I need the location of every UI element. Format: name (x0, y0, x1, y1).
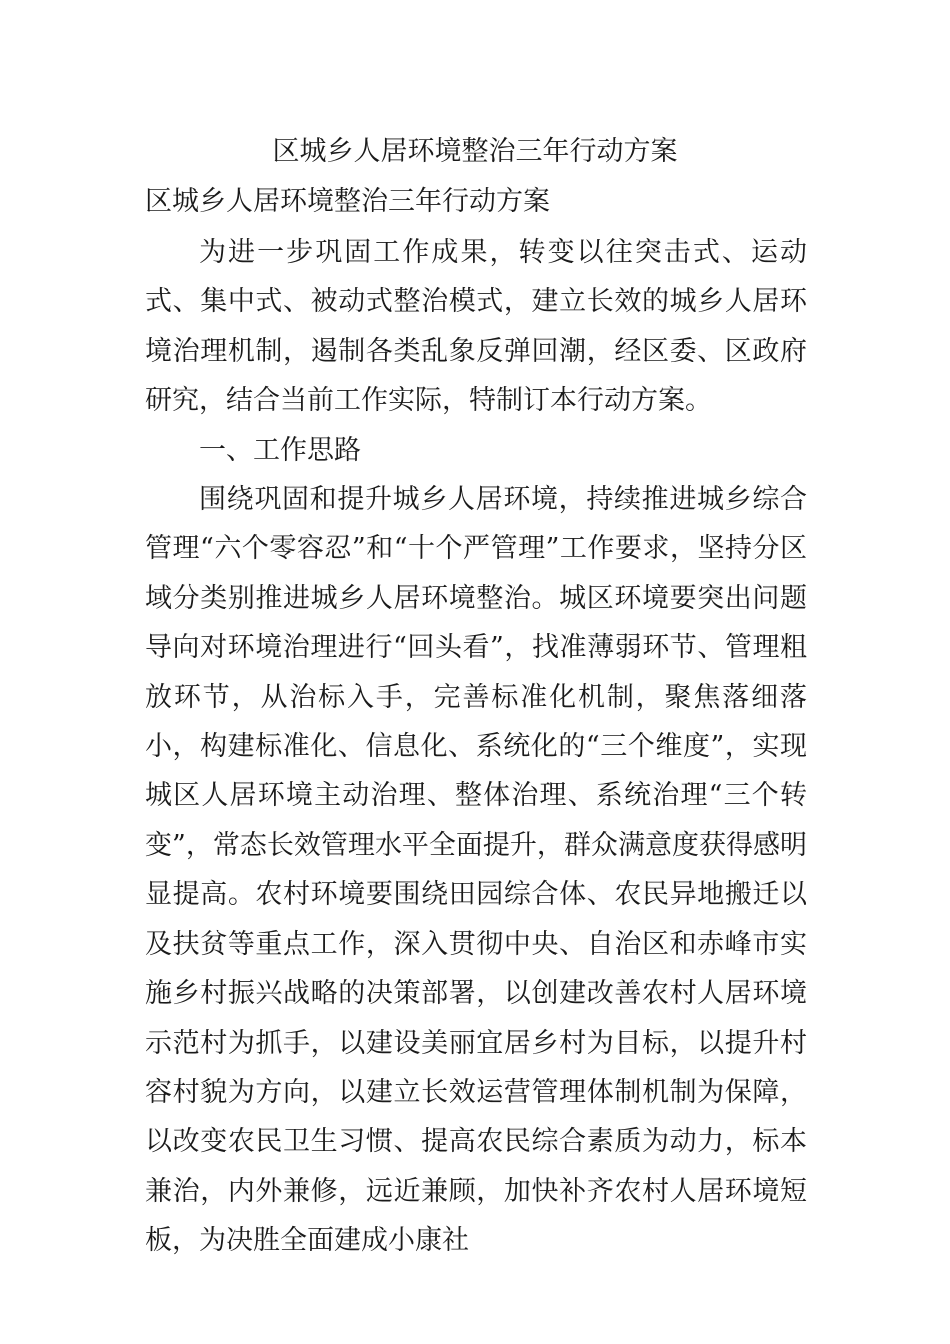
paragraph-work-approach: 围绕巩固和提升城乡人居环境，持续推进城乡综合管理“六个零容忍”和“十个严管理”工作要求，坚持分区域分类别推进城乡人居环境整治。城区环境要突出问题导向对环境治理进行“回头看”，找准薄弱环节、管理粗放环节，从治标入手，完善标准化机制，聚焦落细落小，构建标准化、信息化、系统化的“三个维度”，实现城区人居环境主动治理、整体治理、系统治理“三个转变”，常态长效管理水平全面提升，群众满意度获得感明显提高。农村环境要围绕田园综合体、农民异地搬迁以及扶贫等重点工作，深入贯彻中央、自治区和赤峰市实施乡村振兴战略的决策部署，以创建改善农村人居环境示范村为抓手，以建设美丽宜居乡村为目标，以提升村容村貌为方向，以建立长效运营管理体制机制为保障，以改变农民卫生习惯、提高农民综合素质为动力，标本兼治，内外兼修，远近兼顾，加快补齐农村人居环境短板，为决胜全面建成小康社 (145, 484, 807, 1257)
document-subtitle: 区城乡人居环境整治三年行动方案 (145, 186, 550, 217)
paragraph-intro: 为进一步巩固工作成果，转变以往突击式、运动式、集中式、被动式整治模式，建立长效的城乡人居环境治理机制，遏制各类乱象反弹回潮，经区委、区政府研究，结合当前工作实际，特制订本行动方案。 (145, 237, 807, 417)
document-title: 区城乡人居环境整治三年行动方案 (272, 136, 678, 167)
document-body (145, 228, 807, 1266)
section-heading-work-approach: 一、工作思路 (199, 434, 361, 466)
